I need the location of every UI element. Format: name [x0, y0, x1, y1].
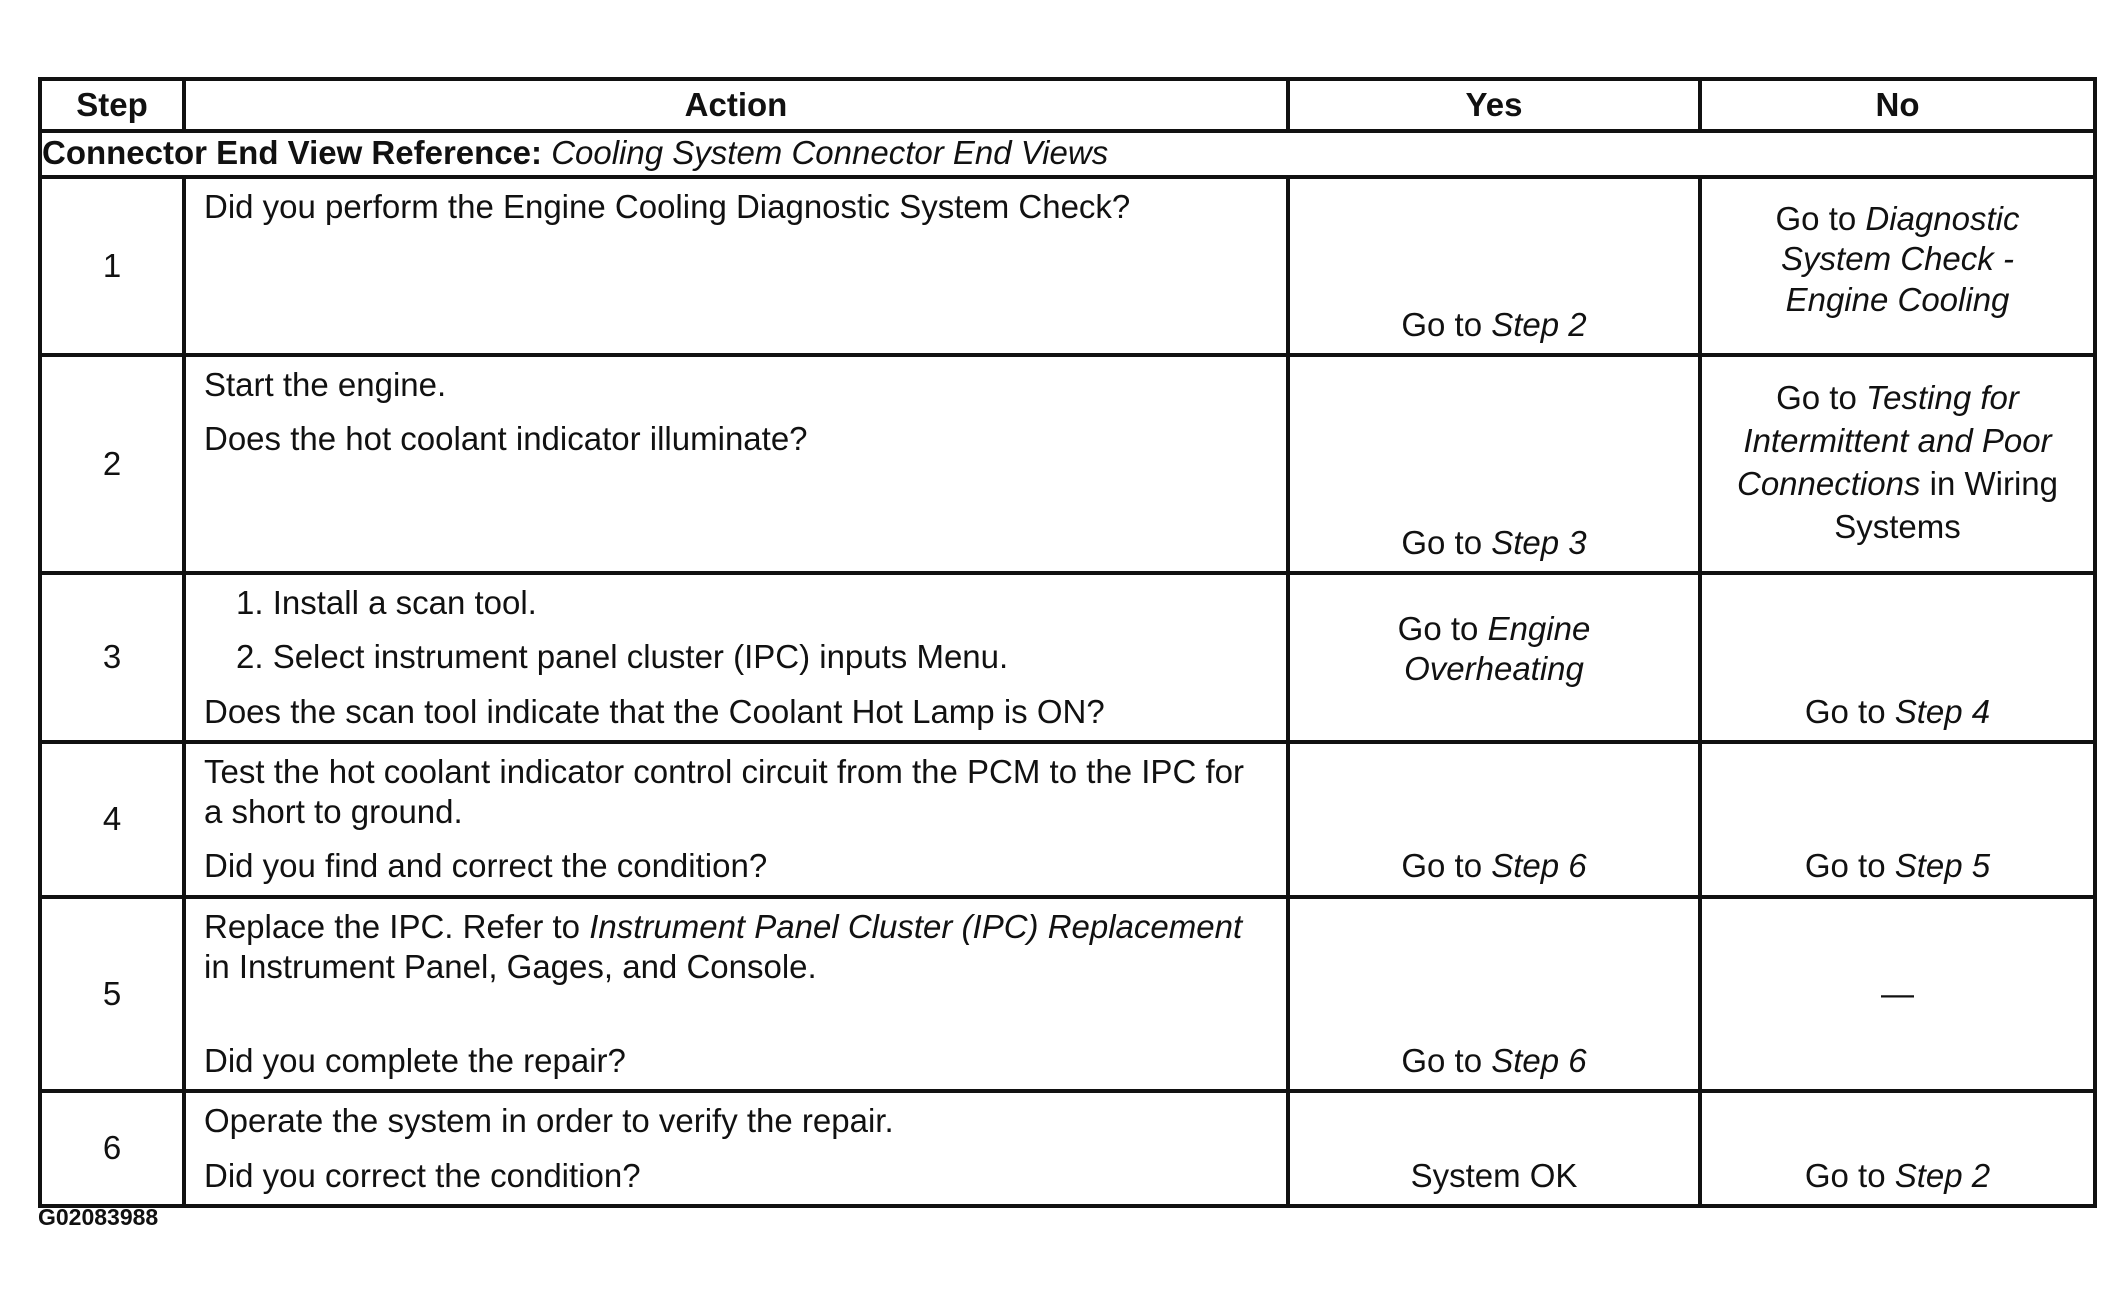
- table-row-step-3: [40, 573, 2095, 742]
- action-cell: [184, 177, 1288, 355]
- yes-link[interactable]: Step 6: [1491, 847, 1587, 885]
- step-number: 6: [40, 1091, 184, 1206]
- action-text: Did you perform the Engine Cooling Diagnostic System Check?: [204, 188, 1131, 225]
- reference-label: Connector End View Reference:: [42, 134, 543, 171]
- action-cell: [184, 1091, 1288, 1206]
- action-text: Did you correct the condition?: [204, 1156, 641, 1194]
- action-text: Does the scan tool indicate that the Coolant Hot Lamp is ON?: [204, 692, 1105, 730]
- no-link[interactable]: Diagnostic System Check - Engine Cooling: [1781, 200, 2020, 318]
- table-row-step-2: [40, 355, 2095, 573]
- header-step: Step: [40, 79, 184, 131]
- yes-cell: [1288, 1091, 1700, 1206]
- diagnostic-table: [38, 77, 2097, 1208]
- no-cell: Go to Step 2: [1700, 1091, 2095, 1206]
- yes-link[interactable]: Step 2: [1491, 305, 1587, 343]
- yes-link[interactable]: Step 3: [1491, 523, 1587, 561]
- table-row-step-6: [40, 1091, 2095, 1206]
- list-item: 1. Install a scan tool.: [236, 584, 537, 621]
- header-action: Action: [184, 79, 1288, 131]
- no-text: —: [1881, 974, 1914, 1012]
- yes-cell: Go to Step 3: [1288, 355, 1700, 573]
- yes-cell: Go to Step 2: [1288, 177, 1700, 355]
- step-number: 5: [40, 897, 184, 1092]
- action-link[interactable]: Instrument Panel Cluster (IPC) Replacement: [589, 907, 1243, 945]
- yes-link[interactable]: Engine Overheating: [1404, 610, 1591, 688]
- table-row-step-1: [40, 177, 2095, 355]
- figure-id: G02083988: [38, 1204, 159, 1230]
- no-link[interactable]: Step 5: [1894, 847, 1991, 885]
- action-text: Did you find and correct the condition?: [204, 847, 768, 885]
- step-number: 4: [40, 742, 184, 897]
- action-text: Start the engine.: [204, 366, 447, 403]
- action-cell: [184, 355, 1288, 573]
- table-row-step-5: [40, 897, 2095, 1092]
- action-text: Test the hot coolant indicator control circuit from the PCM to the IPC for a short to ground.: [204, 752, 1244, 830]
- action-text: Replace the IPC. Refer to Instrument Panel Cluster (IPC) Replacement in Instrument Panel, Gages, and Console.: [204, 907, 1243, 985]
- reference-link[interactable]: Cooling System Connector End Views: [551, 134, 1109, 171]
- step-number: 2: [40, 355, 184, 573]
- action-text: Does the hot coolant indicator illuminate?: [204, 420, 808, 458]
- action-cell: [184, 573, 1288, 742]
- list-item: 2. Select instrument panel cluster (IPC) inputs Menu.: [236, 638, 1009, 676]
- no-cell: [1700, 897, 2095, 1092]
- table-row-step-4: [40, 742, 2095, 897]
- no-suffix: Wiring Systems: [1834, 464, 2058, 545]
- yes-cell: Go to Engine Overheating: [1288, 573, 1700, 742]
- no-cell: Go to Diagnostic System Check - Engine Cooling: [1700, 177, 2095, 355]
- yes-link[interactable]: Step 6: [1491, 1042, 1587, 1079]
- step-number: 3: [40, 573, 184, 742]
- no-cell: Go to Step 5: [1700, 742, 2095, 897]
- action-cell: [184, 742, 1288, 897]
- action-text: Did you complete the repair?: [204, 1042, 626, 1079]
- yes-text: System OK: [1410, 1156, 1578, 1194]
- action-text: Operate the system in order to verify the repair.: [204, 1102, 894, 1140]
- no-cell: Go to Testing for Intermittent and Poor Connections in Wiring Systems: [1700, 355, 2095, 573]
- yes-cell: Go to Step 6: [1288, 897, 1700, 1092]
- no-link[interactable]: Testing for Intermittent and Poor Connections: [1737, 379, 2052, 502]
- header-no: No: [1700, 79, 2095, 131]
- step-number: 1: [40, 177, 184, 355]
- yes-cell: Go to Step 6: [1288, 742, 1700, 897]
- action-cell: [184, 897, 1288, 1092]
- no-link[interactable]: Step 4: [1894, 692, 1991, 730]
- reference-row: [40, 131, 2095, 177]
- no-link[interactable]: Step 2: [1894, 1156, 1991, 1194]
- no-cell: Go to Step 4: [1700, 573, 2095, 742]
- header-row: [40, 79, 2095, 131]
- header-yes: Yes: [1288, 79, 1700, 131]
